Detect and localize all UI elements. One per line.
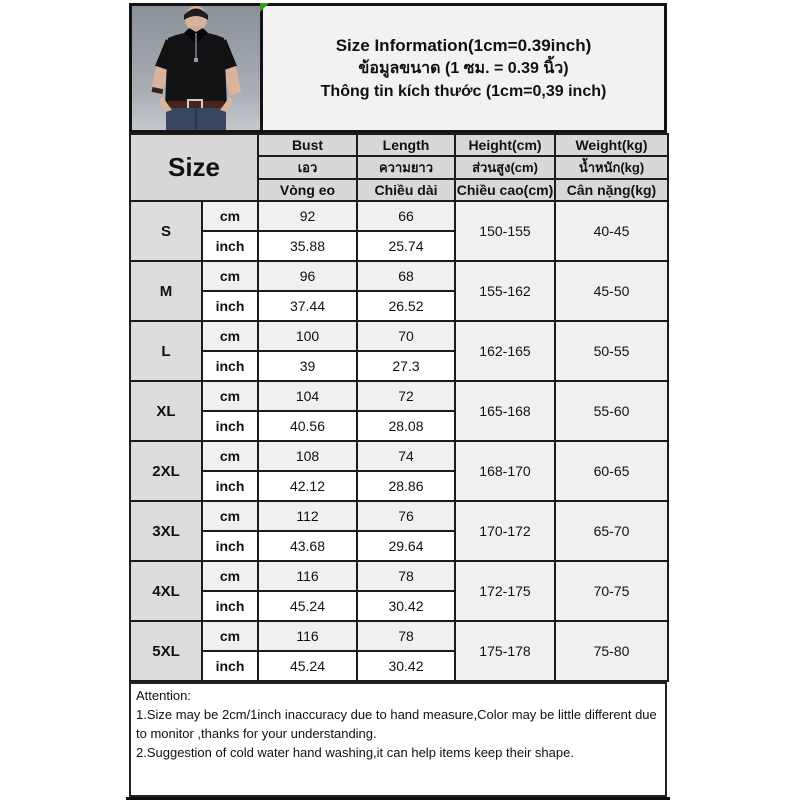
unit-inch-label: inch [202, 591, 258, 621]
attention-box [129, 682, 667, 797]
unit-inch-label: inch [202, 531, 258, 561]
bust-cm-value: 104 [258, 381, 357, 411]
col-header-bust-en: Bust [258, 134, 357, 156]
col-header-weight-en: Weight(kg) [555, 134, 668, 156]
unit-cm-label: cm [202, 501, 258, 531]
length-inch-value: 29.64 [357, 531, 455, 561]
size-label-L: L [130, 321, 202, 381]
length-cm-value: 78 [357, 621, 455, 651]
weight-range-value: 40-45 [555, 201, 668, 261]
length-inch-value: 27.3 [357, 351, 455, 381]
size-row-XL-cm [130, 381, 668, 411]
unit-inch-label: inch [202, 651, 258, 681]
height-range-value: 168-170 [455, 441, 555, 501]
bust-inch-value: 43.68 [258, 531, 357, 561]
bust-cm-value: 96 [258, 261, 357, 291]
height-range-value: 155-162 [455, 261, 555, 321]
weight-range-value: 45-50 [555, 261, 668, 321]
bust-inch-value: 37.44 [258, 291, 357, 321]
length-cm-value: 78 [357, 561, 455, 591]
length-cm-value: 70 [357, 321, 455, 351]
height-range-value: 162-165 [455, 321, 555, 381]
weight-range-value: 75-80 [555, 621, 668, 681]
col-header-bust-th: เอว [258, 156, 357, 179]
col-header-length-vi: Chiều dài [357, 179, 455, 201]
weight-range-value: 65-70 [555, 501, 668, 561]
product-photo [132, 6, 260, 130]
bust-cm-value: 108 [258, 441, 357, 471]
height-range-value: 165-168 [455, 381, 555, 441]
length-cm-value: 72 [357, 381, 455, 411]
size-row-M-cm [130, 261, 668, 291]
size-table-header [130, 134, 668, 201]
unit-cm-label: cm [202, 321, 258, 351]
length-inch-value: 26.52 [357, 291, 455, 321]
size-table [129, 133, 669, 682]
height-range-value: 175-178 [455, 621, 555, 681]
bust-inch-value: 42.12 [258, 471, 357, 501]
col-header-weight-vi: Cân nặng(kg) [555, 179, 668, 201]
size-label-XL: XL [130, 381, 202, 441]
size-info-title-en: Size Information(1cm=0.39inch) [335, 35, 592, 55]
size-row-4XL-cm [130, 561, 668, 591]
unit-inch-label: inch [202, 231, 258, 261]
length-inch-value: 28.08 [357, 411, 455, 441]
col-header-weight-th: น้ำหนัก(kg) [555, 156, 668, 179]
bust-inch-value: 40.56 [258, 411, 357, 441]
size-label-5XL: 5XL [130, 621, 202, 681]
length-inch-value: 30.42 [357, 591, 455, 621]
size-row-5XL-cm [130, 621, 668, 651]
height-range-value: 150-155 [455, 201, 555, 261]
bust-cm-value: 116 [258, 621, 357, 651]
bust-cm-value: 92 [258, 201, 357, 231]
weight-range-value: 50-55 [555, 321, 668, 381]
unit-inch-label: inch [202, 471, 258, 501]
weight-range-value: 70-75 [555, 561, 668, 621]
col-header-height-en: Height(cm) [455, 134, 555, 156]
size-info-title-th: ข้อมูลขนาด (1 ซม. = 0.39 นิ้ว) [358, 59, 569, 77]
bust-inch-value: 45.24 [258, 591, 357, 621]
height-range-value: 172-175 [455, 561, 555, 621]
weight-range-value: 60-65 [555, 441, 668, 501]
bust-inch-value: 35.88 [258, 231, 357, 261]
size-row-S-cm [130, 201, 668, 231]
unit-inch-label: inch [202, 411, 258, 441]
bust-cm-value: 100 [258, 321, 357, 351]
size-row-L-cm [130, 321, 668, 351]
unit-cm-label: cm [202, 261, 258, 291]
bust-cm-value: 112 [258, 501, 357, 531]
unit-cm-label: cm [202, 561, 258, 591]
length-inch-value: 30.42 [357, 651, 455, 681]
col-header-height-vi: Chiều cao(cm) [455, 179, 555, 201]
green-corner-mark [260, 3, 269, 12]
size-row-2XL-cm [130, 441, 668, 471]
bust-inch-value: 39 [258, 351, 357, 381]
height-range-value: 170-172 [455, 501, 555, 561]
size-chart-content [129, 3, 667, 800]
length-inch-value: 28.86 [357, 471, 455, 501]
length-cm-value: 76 [357, 501, 455, 531]
polo-shirt-model-illustration [132, 6, 260, 130]
size-row-3XL-cm [130, 501, 668, 531]
attention-title: Attention: [136, 688, 191, 703]
length-cm-value: 66 [357, 201, 455, 231]
size-label-M: M [130, 261, 202, 321]
length-inch-value: 25.74 [357, 231, 455, 261]
unit-inch-label: inch [202, 351, 258, 381]
unit-cm-label: cm [202, 621, 258, 651]
unit-cm-label: cm [202, 381, 258, 411]
size-label-S: S [130, 201, 202, 261]
col-header-length-th: ความยาว [357, 156, 455, 179]
unit-cm-label: cm [202, 441, 258, 471]
length-cm-value: 74 [357, 441, 455, 471]
bust-inch-value: 45.24 [258, 651, 357, 681]
size-table-body [130, 201, 668, 681]
size-label-2XL: 2XL [130, 441, 202, 501]
size-label-4XL: 4XL [130, 561, 202, 621]
col-header-bust-vi: Vòng eo [258, 179, 357, 201]
size-column-header: Size [130, 134, 258, 201]
weight-range-value: 55-60 [555, 381, 668, 441]
unit-inch-label: inch [202, 291, 258, 321]
attention-line-1: 1.Size may be 2cm/1inch inaccuracy due to hand measure,Color may be little different due to monitor ,thanks for your understanding. [136, 707, 657, 741]
col-header-length-en: Length [357, 134, 455, 156]
size-label-3XL: 3XL [130, 501, 202, 561]
unit-cm-label: cm [202, 201, 258, 231]
attention-line-2: 2.Suggestion of cold water hand washing,it can help items keep their shape. [136, 745, 574, 760]
bust-cm-value: 116 [258, 561, 357, 591]
size-information-panel [260, 6, 664, 130]
col-header-height-th: ส่วนสูง(cm) [455, 156, 555, 179]
header-section [129, 3, 667, 133]
length-cm-value: 68 [357, 261, 455, 291]
size-info-title-vi: Thông tin kích thước (1cm=0,39 inch) [320, 82, 607, 100]
